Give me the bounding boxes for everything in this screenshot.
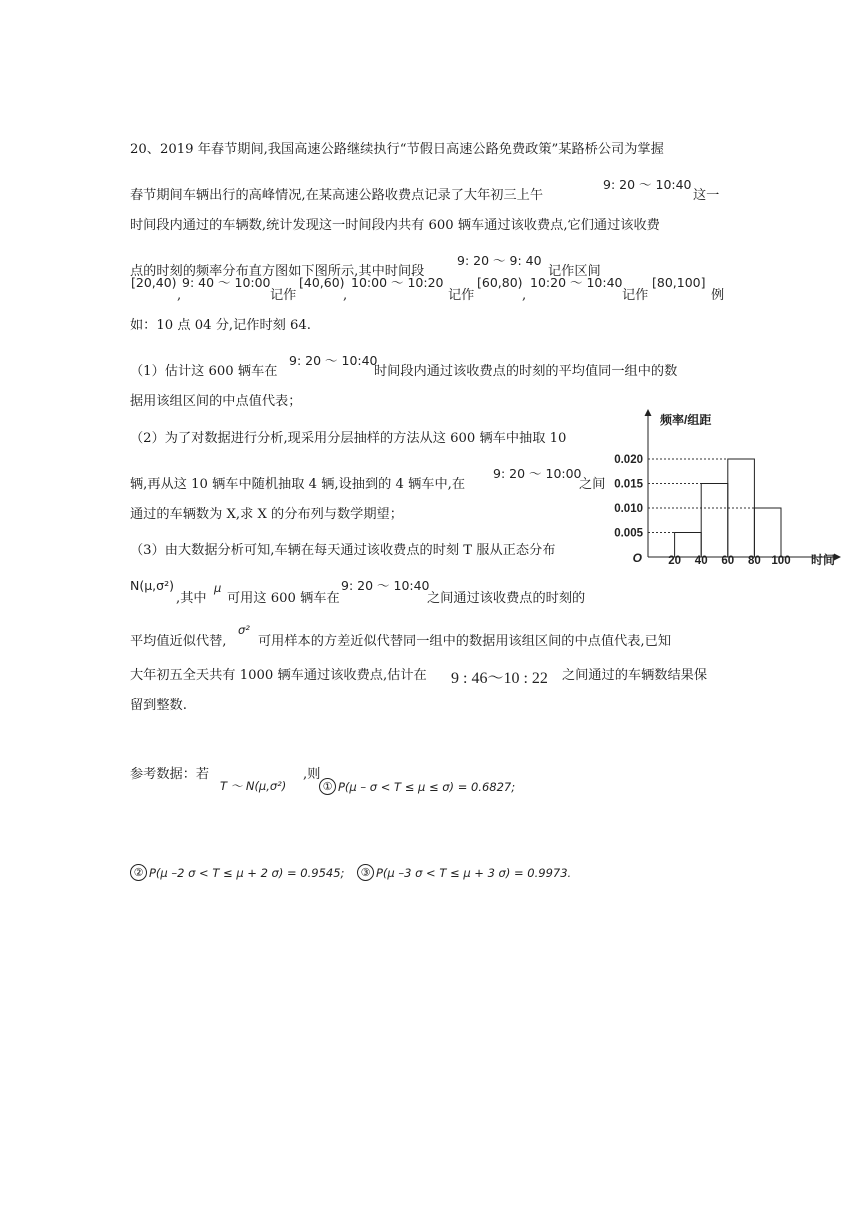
text: ; — [511, 780, 516, 794]
interval-formula: [60,80) — [477, 275, 523, 290]
time-range-formula: 10:20 ～ 10:40 — [530, 275, 623, 290]
histogram-axes — [633, 409, 841, 567]
text: , — [177, 288, 182, 303]
time-range-formula: 9: 40 ～ 10:00 — [182, 275, 271, 290]
circled-3: ③ — [357, 864, 374, 881]
part1-line-2: 据用该组区间的中点值代表； — [130, 394, 302, 409]
text: . — [567, 866, 572, 880]
x-tick-label: 80 — [748, 555, 761, 567]
time-range-formula: 10:00 ～ 10:20 — [351, 275, 444, 290]
origin-label: O — [632, 551, 642, 565]
part3-line-4: 大年初五全天共有 1000 辆车通过该收费点,估计在 — [130, 668, 427, 683]
x-tick-label: 40 — [694, 555, 708, 567]
interval-formula: [40,60) — [299, 275, 345, 290]
time-range-formula: 9: 20 ～ 9: 40 — [457, 253, 542, 268]
question-line-3: 时间段内通过的车辆数,统计发现这一时间段内共有 600 辆车通过该收费点,它们通过该收费 — [130, 218, 660, 233]
x-axis-label: 时间 — [811, 553, 836, 567]
time-interval-formula: 9 : 46～10 : 22 — [451, 670, 548, 687]
interval-formula: [20,40) — [131, 275, 177, 290]
histogram-bar — [701, 484, 728, 558]
normal-distribution-formula: N(μ,σ²) — [130, 578, 174, 593]
time-range-formula: 9: 20 ～ 10:40 — [341, 578, 430, 593]
interval-formula: [80,100] — [652, 275, 706, 290]
circled-1: ① — [319, 778, 336, 795]
y-tick-label: 0.020 — [614, 454, 643, 466]
part2-line-3: 通过的车辆数为 X,求 X 的分布列与数学期望； — [130, 507, 403, 522]
formula: P(μ – σ < T ≤ μ ≤ σ) = 0.6827 — [338, 780, 512, 794]
reference-distribution: T ～ N(μ,σ²) — [220, 779, 287, 793]
reference-formula-2 — [130, 862, 344, 881]
x-tick-label: 20 — [668, 555, 681, 567]
part2-line-1: （2）为了对数据进行分析,现采用分层抽样的方法从这 600 辆车中抽取 10 — [130, 431, 567, 446]
y-tick-label: 0.010 — [614, 503, 643, 515]
text: 可用样本的方差近似代替同一组中的数据用该组区间的中点值代表,已知 — [258, 634, 672, 649]
text: 这一 — [693, 188, 720, 203]
text: 可用这 600 辆车在 — [227, 591, 340, 606]
frequency-histogram — [608, 402, 848, 587]
time-range-formula: 9: 20 ～ 10:00 — [493, 466, 582, 481]
time-range-formula: 9: 20 ～ 10:40 — [289, 353, 378, 368]
x-axis-arrow-icon — [834, 554, 841, 561]
text: 记作 — [270, 288, 297, 303]
text: 例 — [711, 288, 725, 303]
text: 之间 — [579, 477, 606, 492]
histogram-bar — [675, 533, 702, 558]
text: ; — [340, 866, 345, 880]
text: ,则 — [303, 767, 321, 782]
text: 时间段内通过该收费点的时刻的平均值同一组中的数 — [374, 364, 678, 379]
part3-line-5: 留到整数. — [130, 698, 187, 713]
y-tick-label: 0.005 — [614, 527, 643, 540]
reference-formula-3 — [357, 862, 571, 881]
text: ,其中 — [176, 591, 207, 606]
x-tick-label: 60 — [721, 555, 735, 567]
sigma-squared-symbol: σ² — [238, 623, 250, 637]
text: 记作区间 — [548, 264, 601, 279]
question-line-1: 20、2019 年春节期间,我国高速公路继续执行“节假日高速公路免费政策”某路桥公司为掌握 — [130, 142, 664, 157]
text: 之间通过该收费点的时刻的 — [427, 591, 586, 606]
y-axis-arrow-icon — [645, 409, 652, 416]
histogram-bar — [754, 508, 781, 557]
part1-line-1: （1）估计这 600 辆车在 — [130, 364, 278, 379]
formula: P(μ –2 σ < T ≤ μ + 2 σ) = 0.9545 — [149, 866, 341, 880]
question-line-6: 如：10 点 04 分,记作时刻 64. — [130, 318, 311, 333]
text: , — [343, 288, 348, 303]
mu-symbol: μ — [214, 581, 222, 595]
text: 春节期间车辆出行的高峰情况,在某高速公路收费点记录了大年初三上午 — [130, 188, 544, 203]
reference-label: 参考数据：若 — [130, 767, 210, 782]
question-line-4: 点的时刻的频率分布直方图如下图所示,其中时间段 — [130, 264, 425, 279]
part3-line-1: （3）由大数据分析可知,车辆在每天通过该收费点的时刻 T 服从正态分布 — [130, 543, 556, 558]
circled-2: ② — [130, 864, 147, 881]
text: 记作 — [448, 288, 475, 303]
time-range-formula: 9: 20 ～ 10:40 — [603, 177, 692, 192]
formula: P(μ –3 σ < T ≤ μ + 3 σ) = 0.9973 — [376, 866, 568, 880]
text: 之间通过的车辆数结果保 — [562, 668, 708, 683]
text: , — [522, 288, 527, 303]
y-tick-label: 0.015 — [614, 478, 643, 491]
text: 记作 — [622, 288, 649, 303]
part2-line-2: 辆,再从这 10 辆车中随机抽取 4 辆,设抽到的 4 辆车中,在 — [130, 477, 466, 492]
y-axis-label: 频率/组距 — [660, 413, 712, 427]
x-tick-label: 100 — [771, 555, 791, 567]
part3-line-3: 平均值近似代替, — [130, 634, 227, 649]
question-line-2 — [130, 188, 543, 204]
reference-formula-1 — [319, 776, 515, 795]
